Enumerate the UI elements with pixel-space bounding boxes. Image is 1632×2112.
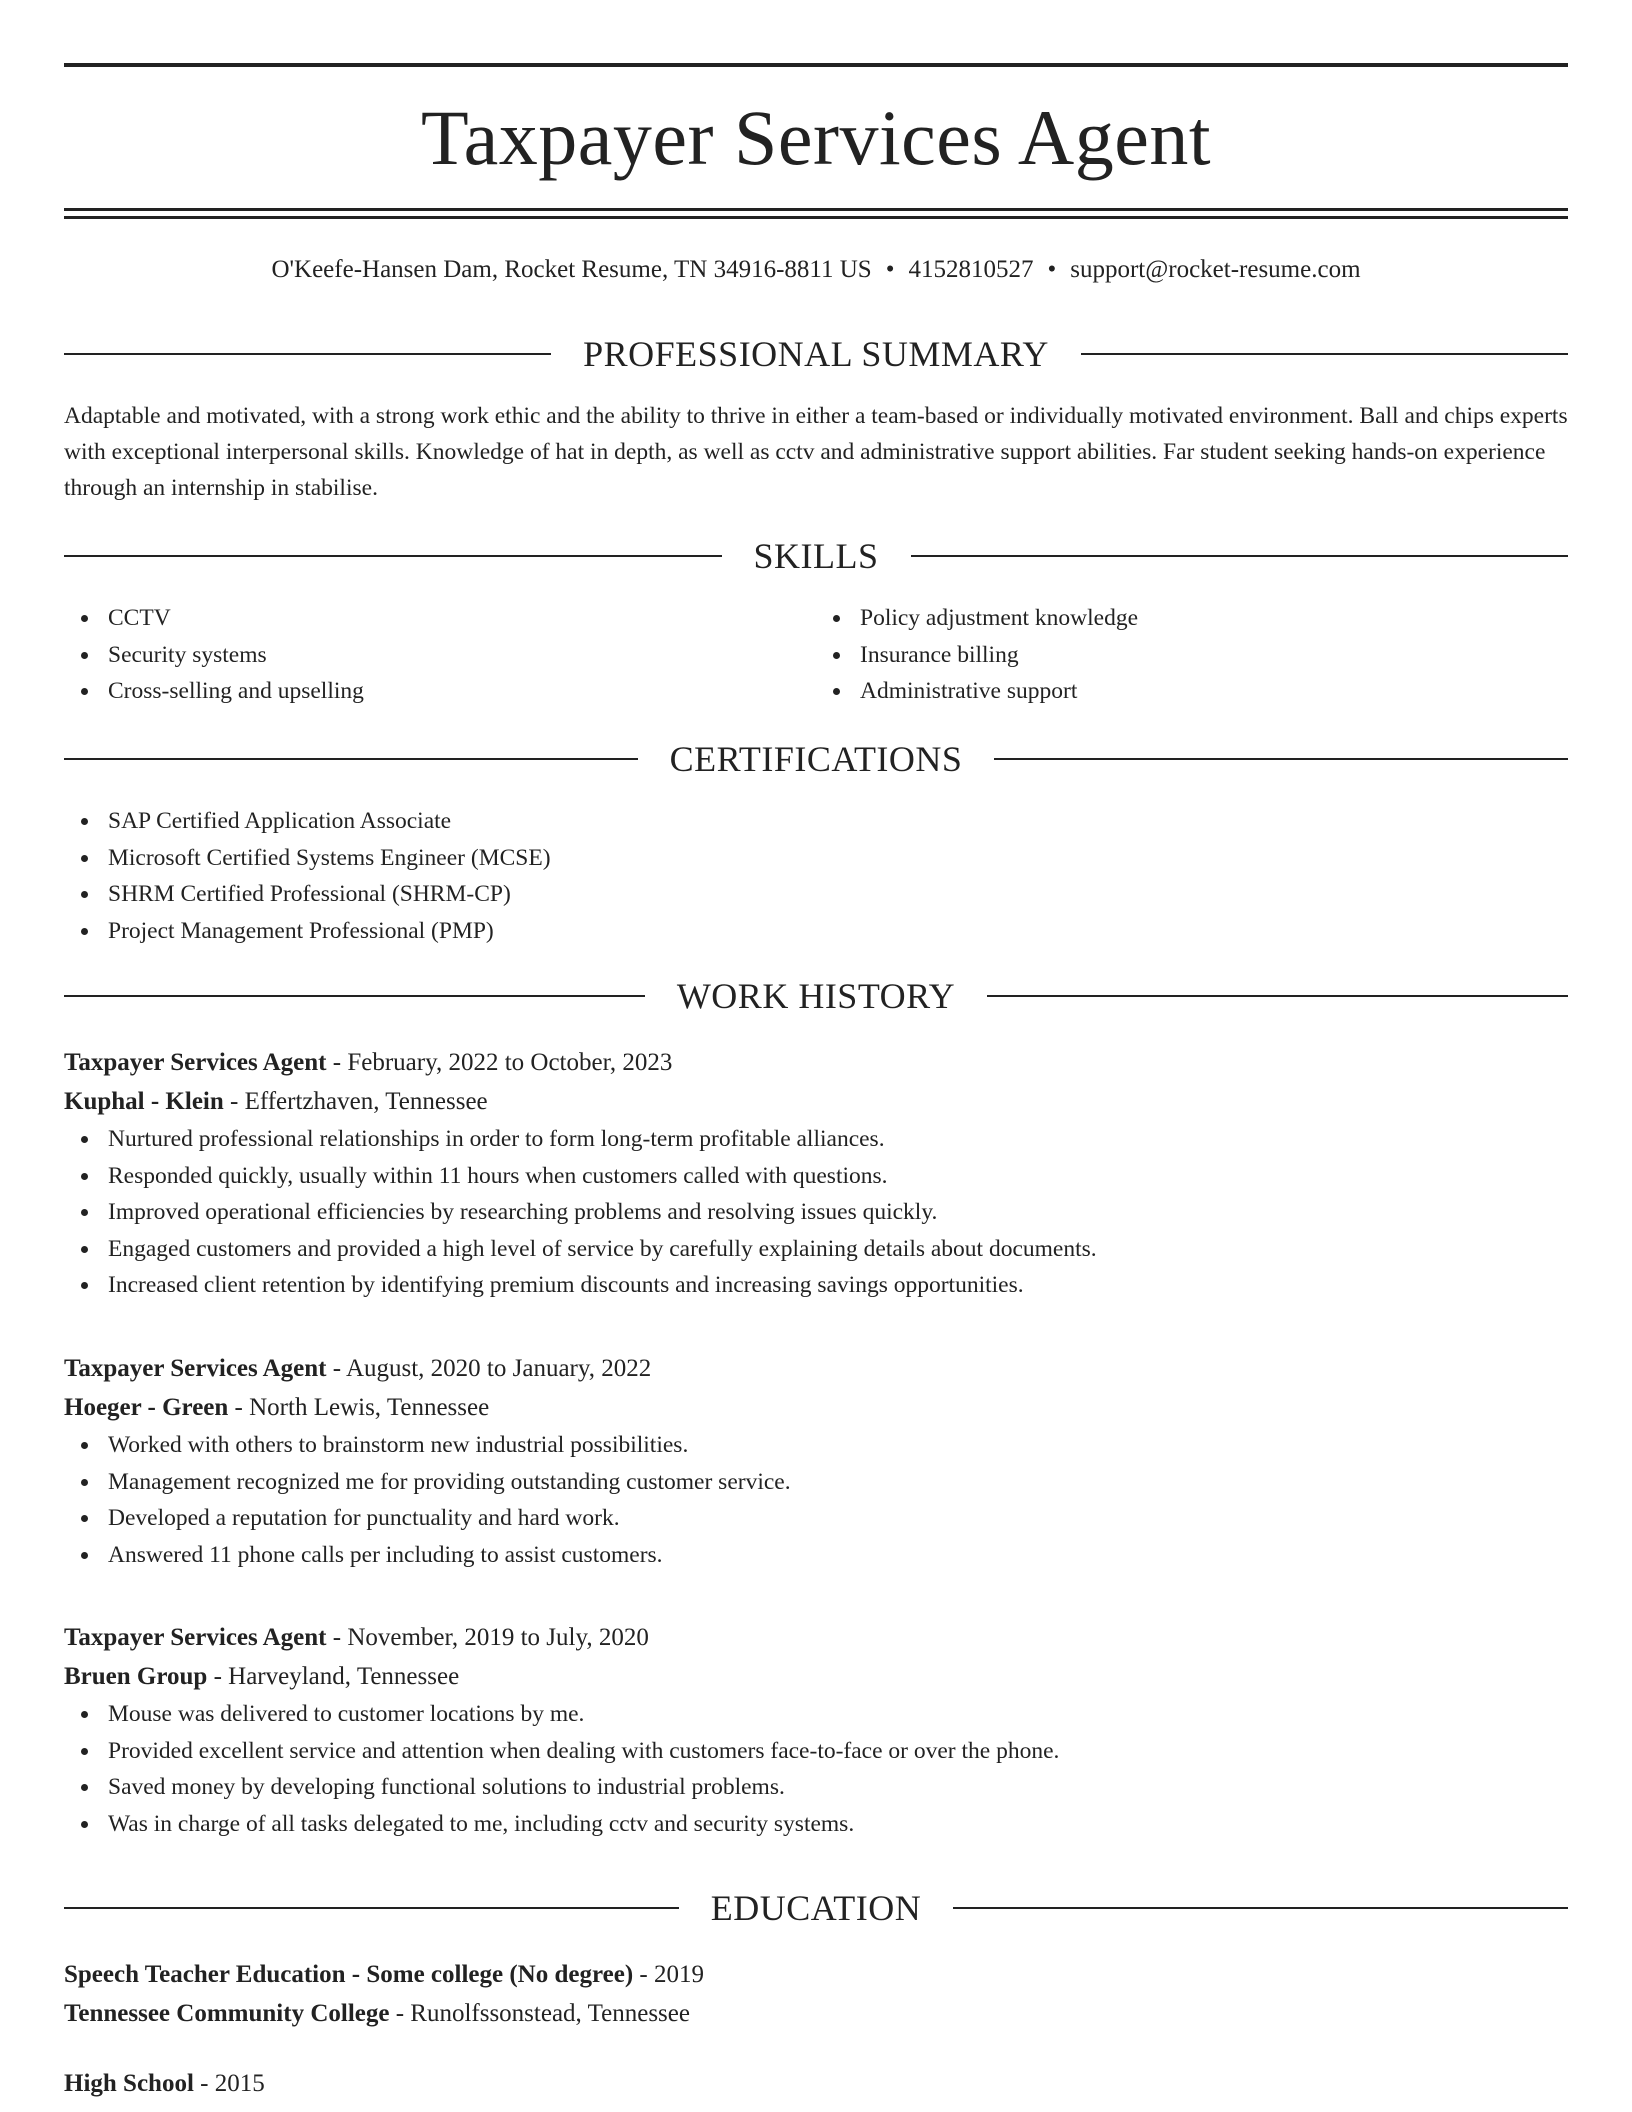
top-rule [64,63,1568,67]
job-title: Taxpayer Services Agent [64,1355,327,1382]
job-bullet: Was in charge of all tasks delegated to me, including cctv and security systems. [64,1806,1568,1843]
job-title: Taxpayer Services Agent [64,1049,327,1076]
heading-rule-left [64,353,551,355]
job-bullet: Answered 11 phone calls per including to assist customers. [64,1537,1568,1574]
job-entry [64,1618,1568,1842]
summary-text: Adaptable and motivated, with a strong work ethic and the ability to thrive in either a team-based or individually motivated environment. Ball and chips experts with exceptional interpersonal skills. Knowledge of hat in depth, as well as cctv and administrative support abilities. Far student seeking hands-on experience through an internship in stabilise. [64,403,1568,501]
skill-item: Policy adjustment knowledge [816,600,1568,637]
job-company-line [64,1082,1568,1121]
job-bullet: Responded quickly, usually within 11 hours when customers called with questions. [64,1158,1568,1195]
job-bullet: Engaged customers and provided a high level of service by carefully explaining details about documents. [64,1231,1568,1268]
certification-item: SAP Certified Application Associate [64,803,1568,840]
job-bullet: Saved money by developing functional solutions to industrial problems. [64,1769,1568,1806]
job-company: Hoeger - Green [64,1394,229,1421]
certification-item: Project Management Professional (PMP) [64,913,1568,950]
contact-separator: • [1047,256,1057,283]
education-school: Tennessee Community College [64,2000,390,2027]
education-location: - Runolfssonstead, Tennessee [389,2000,690,2027]
work-history-heading-label: WORK HISTORY [676,976,956,1016]
heading-rule-right [994,758,1568,760]
job-bullets [64,1121,1568,1304]
job-entry [64,1349,1568,1573]
contact-address: O'Keefe-Hansen Dam, Rocket Resume, TN 34916-8811 US [271,256,872,283]
heading-rule-left [64,555,722,557]
skill-item: Administrative support [816,673,1568,710]
job-bullet: Management recognized me for providing outstanding customer service. [64,1464,1568,1501]
job-title-line [64,1043,1568,1082]
education-degree: Speech Teacher Education - Some college (No degree) [64,1961,634,1988]
contact-line [64,254,1568,286]
heading-rule-left [64,1907,679,1909]
skills-list [64,600,1568,710]
job-bullet: Nurtured professional relationships in order to form long-term profitable alliances. [64,1121,1568,1158]
job-title-line [64,1349,1568,1388]
education-heading-label: EDUCATION [710,1888,922,1928]
job-bullet: Increased client retention by identifying premium discounts and increasing savings opportunities. [64,1267,1568,1304]
job-company-line [64,1657,1568,1696]
education-degree-line [64,2064,1568,2103]
skill-item: Insurance billing [816,637,1568,674]
job-dates: - November, 2019 to July, 2020 [326,1624,649,1651]
job-bullets [64,1427,1568,1573]
job-location: - Effertzhaven, Tennessee [223,1088,488,1115]
heading-rule-left [64,758,638,760]
certifications-heading [64,739,1568,779]
heading-rule-right [953,1907,1568,1909]
job-bullets [64,1696,1568,1842]
certifications-heading-label: CERTIFICATIONS [669,739,963,779]
job-company: Kuphal - Klein [64,1088,224,1115]
title-rule-lower [64,216,1568,219]
job-entry [64,1043,1568,1304]
job-company: Bruen Group [64,1663,208,1690]
certification-item: Microsoft Certified Systems Engineer (MCSE) [64,840,1568,877]
job-location: - North Lewis, Tennessee [228,1394,490,1421]
resume-title: Taxpayer Services Agent [420,94,1212,181]
contact-phone: 4152810527 [908,256,1034,283]
job-company-line [64,1388,1568,1427]
skills-column-left [64,600,816,710]
certifications-list [64,803,1568,949]
job-title: Taxpayer Services Agent [64,1624,327,1651]
heading-rule-right [911,555,1569,557]
skills-heading [64,536,1568,576]
job-dates: - February, 2022 to October, 2023 [326,1049,673,1076]
education-entry [64,1955,1568,2033]
summary-heading-label: PROFESSIONAL SUMMARY [583,334,1049,374]
education-year: - 2019 [633,1961,704,1988]
skill-item: Cross-selling and upselling [64,673,816,710]
job-bullet: Worked with others to brainstorm new industrial possibilities. [64,1427,1568,1464]
heading-rule-right [1081,353,1568,355]
job-title-line [64,1618,1568,1657]
summary-heading [64,334,1568,374]
heading-rule-left [64,995,645,997]
job-bullet: Developed a reputation for punctuality and hard work. [64,1500,1568,1537]
job-bullet: Provided excellent service and attention when dealing with customers face-to-face or over the phone. [64,1733,1568,1770]
education-heading [64,1888,1568,1928]
skills-heading-label: SKILLS [753,536,879,576]
education-degree-line [64,1955,1568,1994]
education-school-line [64,1994,1568,2033]
job-location: - Harveyland, Tennessee [207,1663,460,1690]
skills-column-right [816,600,1568,710]
work-history-heading [64,976,1568,1016]
heading-rule-right [987,995,1568,997]
contact-separator: • [885,256,895,283]
education-entry [64,2064,1568,2103]
title-rule-upper [64,208,1568,211]
education-degree: High School [64,2070,194,2097]
skill-item: CCTV [64,600,816,637]
skill-item: Security systems [64,637,816,674]
job-bullet: Mouse was delivered to customer locations by me. [64,1696,1568,1733]
job-bullet: Improved operational efficiencies by researching problems and resolving issues quickly. [64,1194,1568,1231]
certification-item: SHRM Certified Professional (SHRM-CP) [64,876,1568,913]
job-dates: - August, 2020 to January, 2022 [326,1355,652,1382]
education-year: - 2015 [193,2070,265,2097]
contact-email: support@rocket-resume.com [1070,256,1361,283]
